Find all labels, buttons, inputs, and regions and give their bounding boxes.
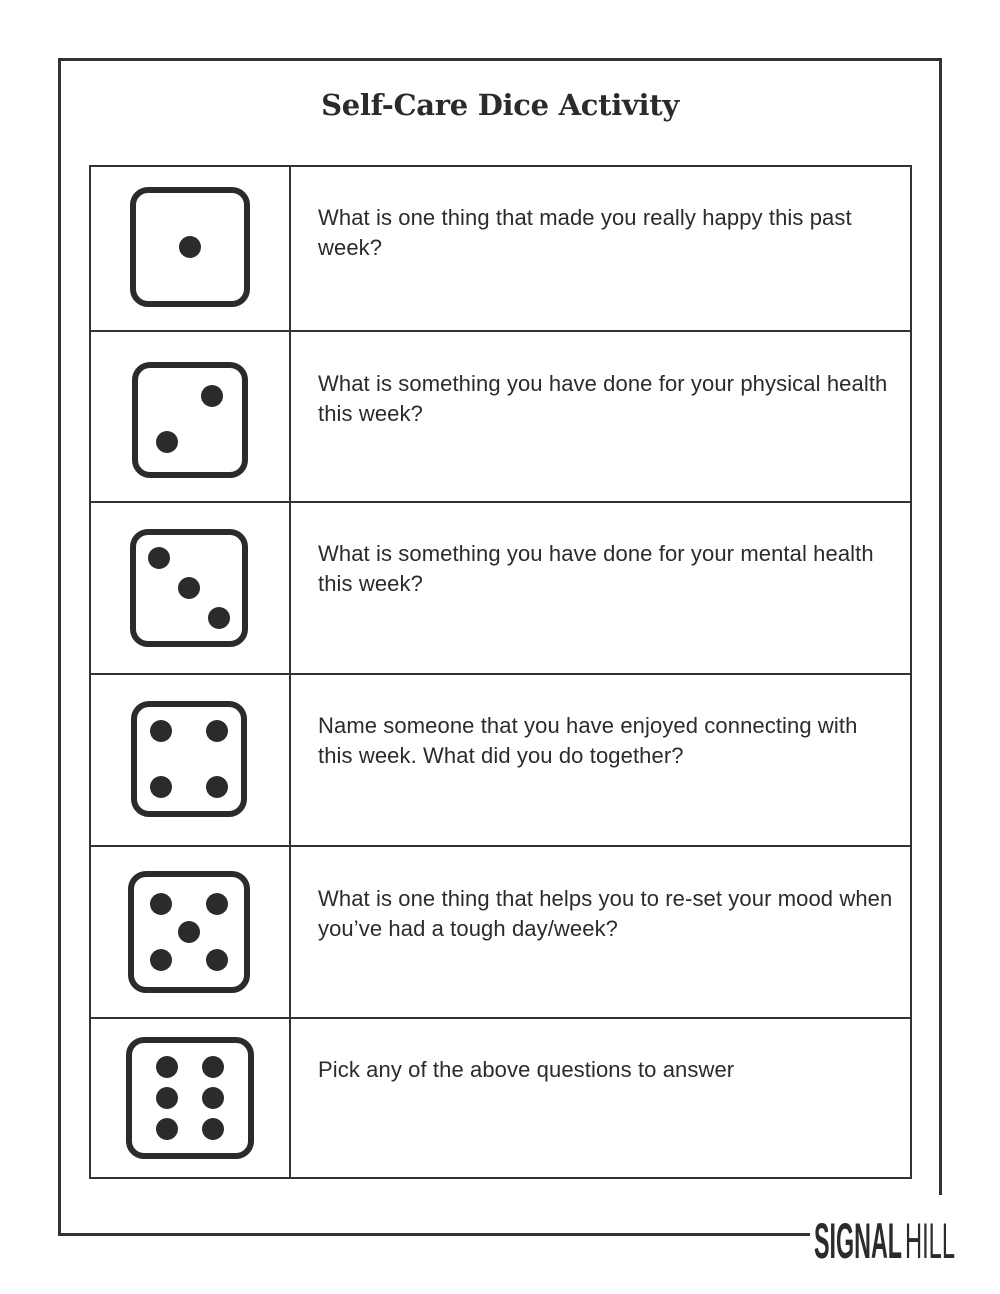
pip xyxy=(179,236,201,258)
pip xyxy=(178,577,200,599)
die-two-icon xyxy=(132,362,248,478)
pip xyxy=(206,949,228,971)
pip xyxy=(156,1118,178,1140)
table-row xyxy=(91,332,910,503)
pip xyxy=(150,893,172,915)
pip xyxy=(156,1056,178,1078)
die-four-icon xyxy=(131,701,247,817)
die-five-icon xyxy=(128,871,250,993)
pip xyxy=(150,720,172,742)
pip xyxy=(206,893,228,915)
question-text: What is something you have done for your mental health this week? xyxy=(318,541,874,596)
column-divider xyxy=(289,167,291,330)
pip xyxy=(156,1087,178,1109)
logo-text-hill: HILL xyxy=(905,1213,955,1269)
column-divider xyxy=(289,332,291,501)
pip xyxy=(206,720,228,742)
die-cell xyxy=(91,332,289,501)
column-divider xyxy=(289,847,291,1017)
table-row xyxy=(91,1019,910,1177)
die-cell xyxy=(91,847,289,1017)
pip xyxy=(156,431,178,453)
column-divider xyxy=(289,1019,291,1177)
die-cell xyxy=(91,167,289,330)
table-row xyxy=(91,167,910,332)
pip xyxy=(202,1087,224,1109)
pip xyxy=(201,385,223,407)
table-row xyxy=(91,503,910,675)
die-cell xyxy=(91,503,289,673)
question-text: Pick any of the above questions to answer xyxy=(318,1057,735,1082)
question-text: What is one thing that helps you to re-set your mood when you’ve had a tough day/week? xyxy=(318,886,893,941)
pip xyxy=(150,949,172,971)
column-divider xyxy=(289,503,291,673)
die-cell xyxy=(91,675,289,845)
die-one-icon xyxy=(130,187,250,307)
die-three-icon xyxy=(130,529,248,647)
question-text: Name someone that you have enjoyed connecting with this week. What did you do together? xyxy=(318,713,858,768)
pip xyxy=(202,1056,224,1078)
pip xyxy=(202,1118,224,1140)
die-six-icon xyxy=(126,1037,254,1159)
page-frame-bottom-rule xyxy=(58,1233,810,1236)
column-divider xyxy=(289,675,291,845)
table-row xyxy=(91,675,910,847)
pip xyxy=(148,547,170,569)
pip xyxy=(178,921,200,943)
table-row xyxy=(91,847,910,1019)
question-text: What is one thing that made you really happy this past week? xyxy=(318,205,852,260)
pip xyxy=(206,776,228,798)
pip xyxy=(208,607,230,629)
pip xyxy=(150,776,172,798)
question-text: What is something you have done for your physical health this week? xyxy=(318,371,888,426)
logo-text-signal: SIGNAL xyxy=(814,1213,902,1269)
signalhill-logo xyxy=(814,1198,964,1268)
die-cell xyxy=(91,1019,289,1177)
dice-question-table xyxy=(89,165,912,1179)
page-title: Self-Care Dice Activity xyxy=(321,88,679,122)
